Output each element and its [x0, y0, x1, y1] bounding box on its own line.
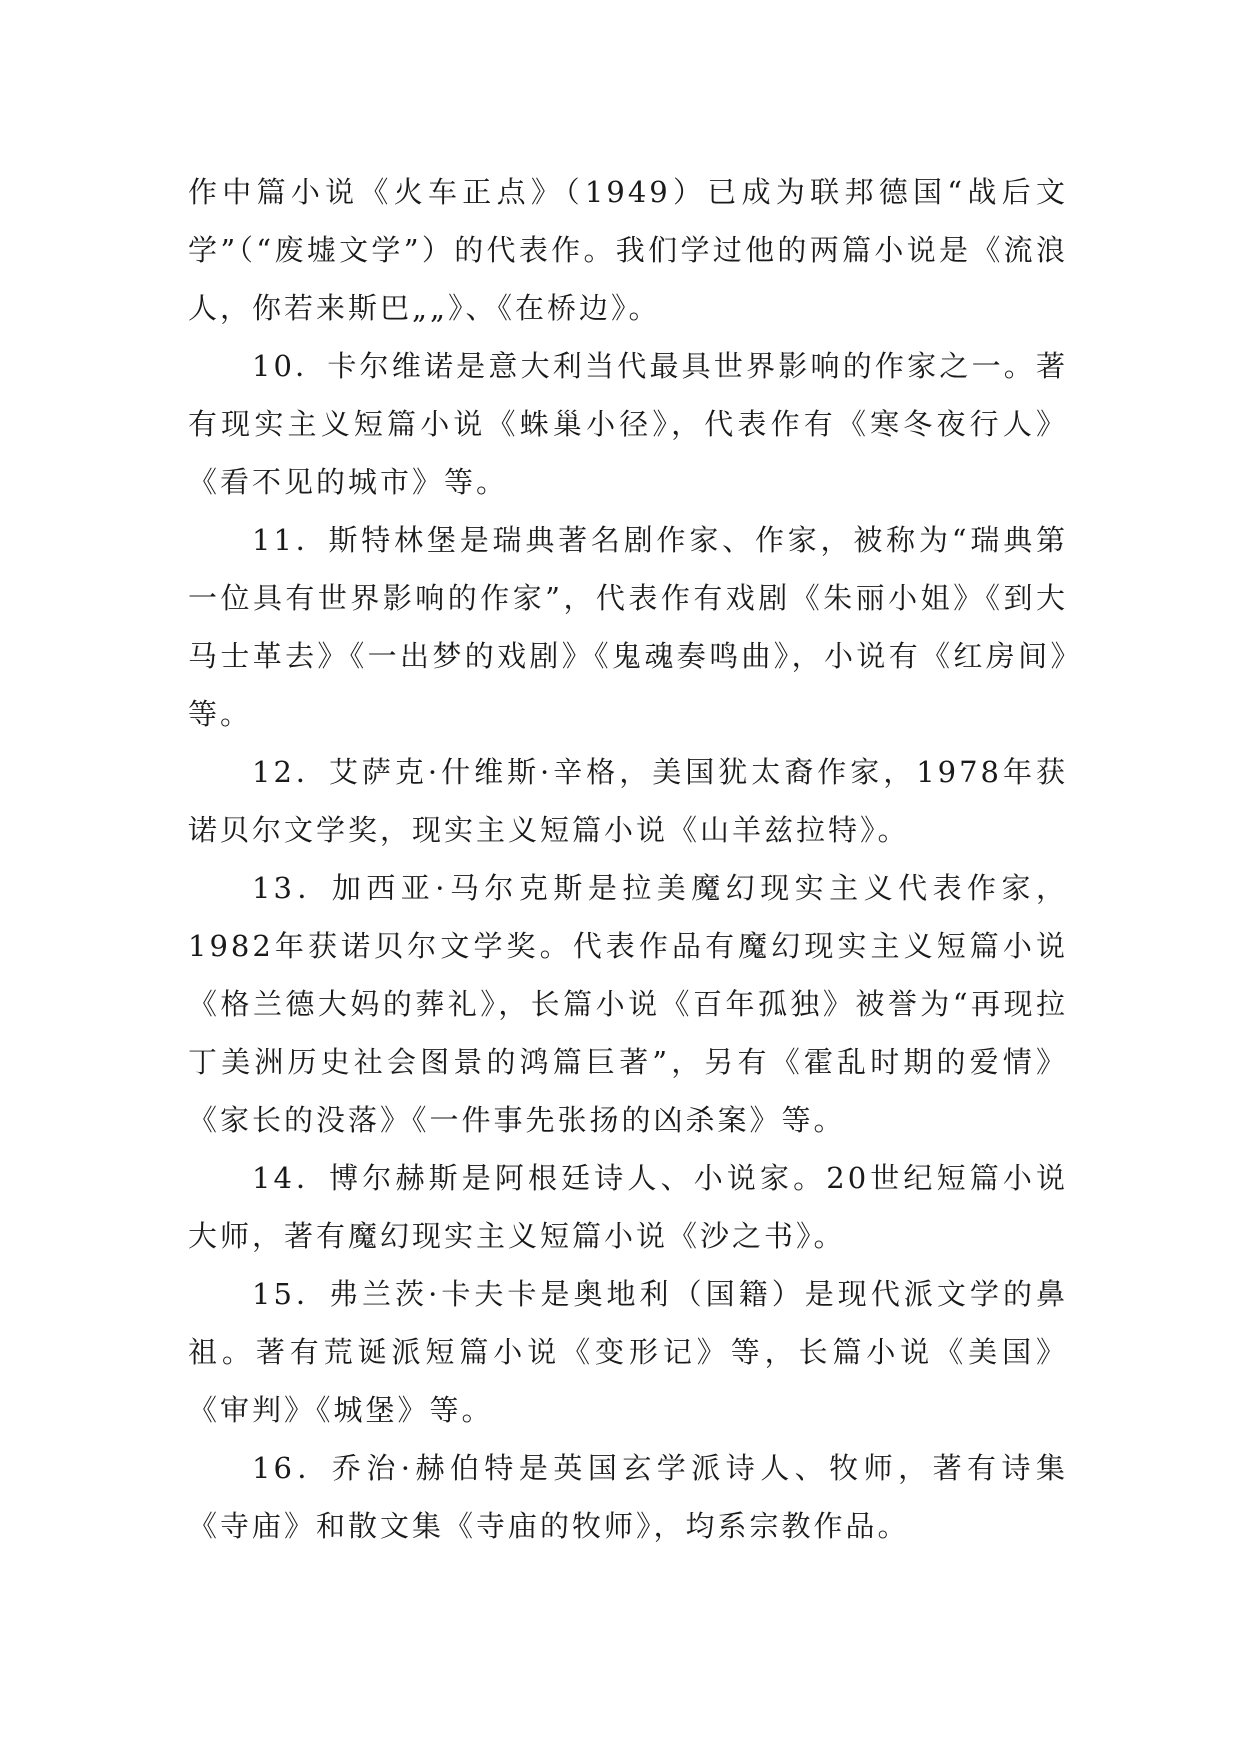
paragraph-item-14: 14．博尔赫斯是阿根廷诗人、小说家。20世纪短篇小说大师，著有魔幻现实主义短篇小说《沙之书》。	[188, 1161, 1068, 1253]
paragraph-item-11: 11．斯特林堡是瑞典著名剧作家、作家，被称为“瑞典第一位具有世界影响的作家”，代表作有戏剧《朱丽小姐》《到大马士革去》《一出梦的戏剧》《鬼魂奏鸣曲》，小说有《红房间》等。	[188, 523, 1068, 731]
paragraph-item-13: 13．加西亚·马尔克斯是拉美魔幻现实主义代表作家，1982年获诺贝尔文学奖。代表作品有魔幻现实主义短篇小说《格兰德大妈的葬礼》，长篇小说《百年孤独》被誉为“再现拉丁美洲历史社会图景的鸿篇巨著”，另有《霍乱时期的爱情》《家长的没落》《一件事先张扬的凶杀案》等。	[188, 871, 1068, 1137]
paragraph-item-10: 10．卡尔维诺是意大利当代最具世界影响的作家之一。著有现实主义短篇小说《蛛巢小径》，代表作有《寒冬夜行人》《看不见的城市》等。	[188, 349, 1068, 499]
paragraph-item-16: 16．乔治·赫伯特是英国玄学派诗人、牧师，著有诗集《寺庙》和散文集《寺庙的牧师》，均系宗教作品。	[188, 1451, 1068, 1543]
document-body	[188, 163, 1068, 1555]
paragraph-item-15: 15．弗兰茨·卡夫卡是奥地利（国籍）是现代派文学的鼻祖。著有荒诞派短篇小说《变形记》等，长篇小说《美国》《审判》《城堡》等。	[188, 1277, 1068, 1427]
paragraph-item-12: 12．艾萨克·什维斯·辛格，美国犹太裔作家，1978年获诺贝尔文学奖，现实主义短篇小说《山羊兹拉特》。	[188, 755, 1068, 847]
paragraph-continuation: 作中篇小说《火车正点》（1949）已成为联邦德国“战后文学”（“废墟文学”）的代表作。我们学过他的两篇小说是《流浪人，你若来斯巴„„》、《在桥边》。	[188, 175, 1068, 325]
